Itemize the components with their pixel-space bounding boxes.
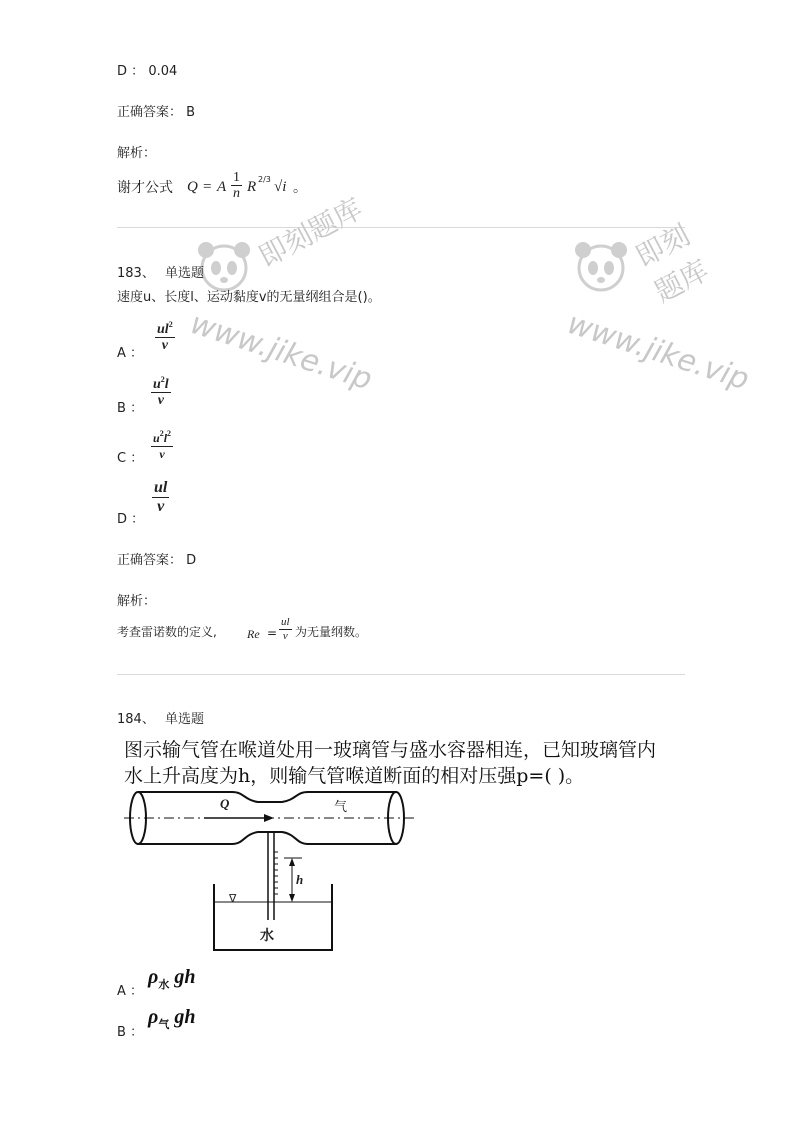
formula-end: 。 bbox=[293, 180, 307, 196]
panda-logo-icon bbox=[572, 236, 630, 298]
formula-r: R bbox=[247, 179, 257, 195]
formula-q: Q bbox=[187, 179, 198, 195]
question-type: 单选题 bbox=[164, 266, 204, 281]
gas-label: 气 bbox=[334, 800, 348, 815]
option-c-formula: $\frac{u^2l^2}{v}$ bbox=[151, 426, 173, 462]
formula-fraction: $\frac{1}{n}$ bbox=[233, 170, 240, 201]
question-number: 184、 bbox=[117, 712, 155, 727]
analysis-end: 为无量纲数。 bbox=[295, 625, 368, 639]
divider bbox=[117, 674, 685, 675]
option-a-label: A ： bbox=[117, 984, 144, 999]
question-stem-line1: 图示输气管在喉道处用一玻璃管与盛水容器相连，已知玻璃管内 bbox=[124, 739, 657, 761]
watermark-left bbox=[186, 191, 435, 398]
formula-eq: = bbox=[203, 179, 212, 195]
option-c-label: C ： bbox=[117, 451, 144, 466]
option-d-row bbox=[117, 64, 177, 80]
option-b-label: B ： bbox=[117, 1025, 144, 1040]
formula-a: A bbox=[217, 179, 227, 195]
option-b-formula: $\frac{u^2l}{v}$ bbox=[151, 372, 171, 408]
analysis-label: 解析： bbox=[117, 594, 157, 609]
watermark-brand: 即刻题库 bbox=[630, 218, 715, 309]
analysis-formula-row bbox=[117, 170, 437, 206]
analysis-text: 谢才公式 bbox=[117, 180, 173, 196]
formula-root: √i bbox=[274, 179, 287, 195]
option-letter: D bbox=[117, 64, 128, 79]
answer-row bbox=[117, 105, 195, 121]
answer-label: 正确答案： bbox=[117, 105, 183, 120]
divider bbox=[117, 227, 685, 228]
option-a-formula: $\frac{ul^2}{v}$ bbox=[155, 317, 175, 353]
analysis-text: 考查雷诺数的定义, bbox=[117, 625, 217, 639]
analysis-label: 解析： bbox=[117, 146, 157, 161]
analysis-re: Re bbox=[247, 627, 260, 641]
option-a-label: A ： bbox=[117, 346, 144, 361]
watermark-url: www.jike.vip bbox=[186, 306, 377, 398]
analysis-fraction: $\frac{ul}{v}$ bbox=[281, 616, 290, 642]
height-label: h bbox=[296, 872, 304, 887]
option-d-label: D ： bbox=[117, 512, 145, 527]
analysis-row bbox=[117, 614, 417, 654]
question-type: 单选题 bbox=[164, 712, 204, 727]
question-header bbox=[117, 712, 204, 728]
venturi-figure bbox=[124, 788, 414, 958]
option-b-formula: $\rho_气$ gh bbox=[148, 1006, 196, 1031]
question-number: 183、 bbox=[117, 266, 155, 281]
answer-label: 正确答案： bbox=[117, 553, 183, 568]
question-header bbox=[117, 266, 204, 282]
flow-label: Q bbox=[220, 796, 230, 811]
option-b-label: B ： bbox=[117, 401, 144, 416]
option-sep: ： bbox=[131, 64, 145, 79]
water-label: 水 bbox=[260, 928, 274, 944]
watermark-url: www.jike.vip bbox=[563, 306, 754, 398]
answer-value: B bbox=[186, 105, 196, 120]
question-stem-line2: 水上升高度为h，则输气管喉道断面的相对压强p=( )。 bbox=[124, 765, 585, 787]
option-a-formula: $\rho_水$ gh bbox=[148, 966, 196, 991]
water-surface-icon: ∇ bbox=[229, 892, 237, 905]
question-stem: 速度u、长度l、运动黏度v的无量纲组合是()。 bbox=[117, 290, 381, 305]
option-d-formula: $\frac{ul}{v}$ bbox=[154, 479, 168, 515]
option-text: 0.04 bbox=[148, 64, 178, 79]
answer-row bbox=[117, 553, 196, 569]
watermark-right bbox=[563, 218, 754, 398]
analysis-eq: = bbox=[267, 626, 278, 640]
answer-value: D bbox=[186, 553, 197, 568]
formula-exponent: 2/3 bbox=[258, 175, 271, 184]
watermark-brand: 即刻题库 bbox=[253, 191, 368, 274]
